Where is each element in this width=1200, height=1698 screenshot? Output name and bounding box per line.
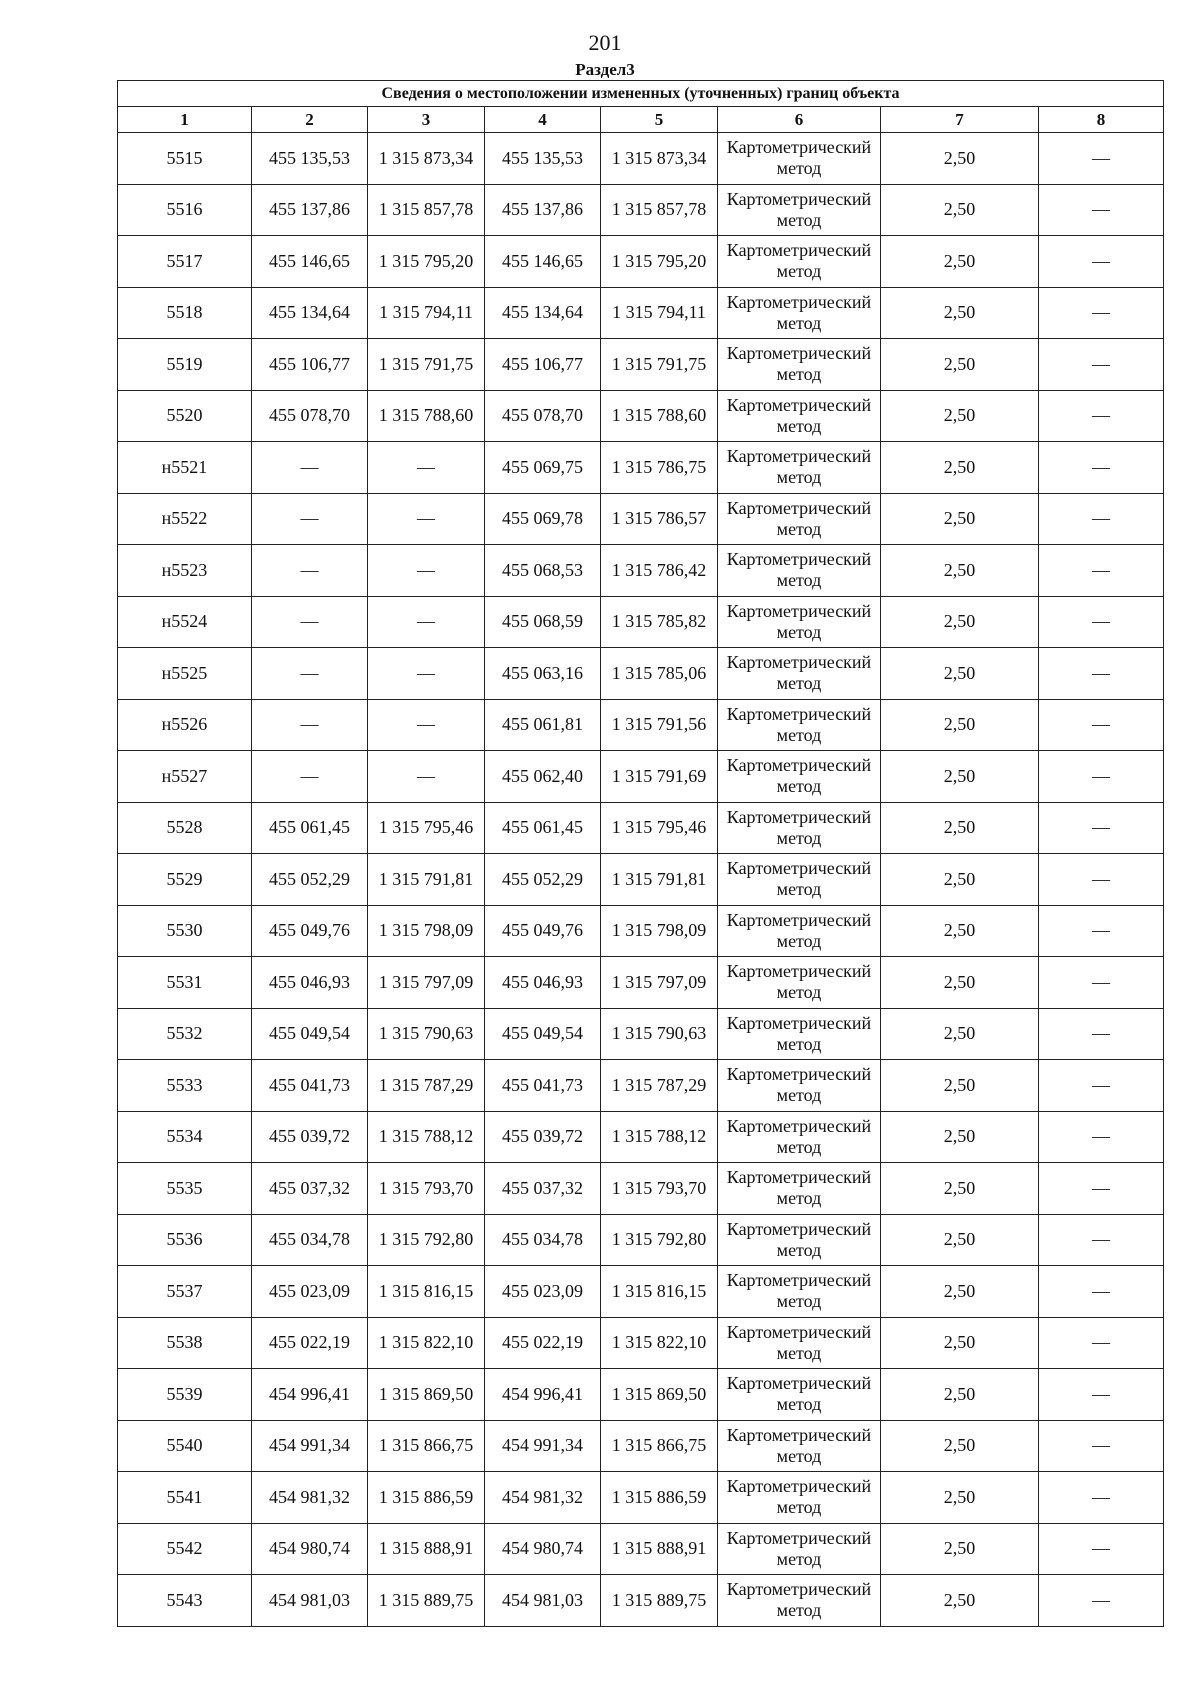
method-cell: Картометрический метод bbox=[718, 236, 881, 288]
description-cell: — bbox=[1039, 648, 1164, 700]
point-number-cell: 5515 bbox=[118, 133, 252, 185]
method-cell: Картометрический метод bbox=[718, 854, 881, 906]
description-cell: — bbox=[1039, 236, 1164, 288]
method-cell: Картометрический метод bbox=[718, 1060, 881, 1112]
method-cell: Картометрический метод bbox=[718, 699, 881, 751]
column-number: 4 bbox=[485, 107, 601, 133]
point-number-cell: 5532 bbox=[118, 1008, 252, 1060]
table-row bbox=[118, 905, 1164, 957]
table-caption: Сведения о местоположении измененных (уточненных) границ объекта bbox=[118, 81, 1164, 107]
refined-x-cell: 455 069,75 bbox=[485, 442, 601, 494]
accuracy-cell: 2,50 bbox=[881, 854, 1039, 906]
description-cell: — bbox=[1039, 1266, 1164, 1318]
description-cell: — bbox=[1039, 390, 1164, 442]
refined-x-cell: 455 146,65 bbox=[485, 236, 601, 288]
point-number-cell: 5516 bbox=[118, 184, 252, 236]
refined-x-cell: 455 061,45 bbox=[485, 802, 601, 854]
existing-x-cell: 454 981,32 bbox=[252, 1472, 368, 1524]
existing-y-cell: 1 315 797,09 bbox=[368, 957, 485, 1009]
method-cell: Картометрический метод bbox=[718, 287, 881, 339]
method-cell: Картометрический метод bbox=[718, 751, 881, 803]
refined-x-cell: 455 078,70 bbox=[485, 390, 601, 442]
table-row bbox=[118, 854, 1164, 906]
existing-y-cell: 1 315 791,75 bbox=[368, 339, 485, 391]
method-cell: Картометрический метод bbox=[718, 1008, 881, 1060]
accuracy-cell: 2,50 bbox=[881, 1111, 1039, 1163]
accuracy-cell: 2,50 bbox=[881, 751, 1039, 803]
point-number-cell: 5538 bbox=[118, 1317, 252, 1369]
existing-y-cell: — bbox=[368, 648, 485, 700]
existing-y-cell: 1 315 788,12 bbox=[368, 1111, 485, 1163]
refined-x-cell: 455 046,93 bbox=[485, 957, 601, 1009]
refined-y-cell: 1 315 785,06 bbox=[601, 648, 718, 700]
refined-y-cell: 1 315 866,75 bbox=[601, 1420, 718, 1472]
column-number: 1 bbox=[118, 107, 252, 133]
point-number-cell: 5530 bbox=[118, 905, 252, 957]
refined-y-cell: 1 315 786,57 bbox=[601, 493, 718, 545]
existing-y-cell: 1 315 822,10 bbox=[368, 1317, 485, 1369]
method-cell: Картометрический метод bbox=[718, 493, 881, 545]
description-cell: — bbox=[1039, 1369, 1164, 1421]
point-number-cell: н5525 bbox=[118, 648, 252, 700]
accuracy-cell: 2,50 bbox=[881, 1523, 1039, 1575]
existing-x-cell: 455 046,93 bbox=[252, 957, 368, 1009]
description-cell: — bbox=[1039, 854, 1164, 906]
method-cell: Картометрический метод bbox=[718, 1420, 881, 1472]
method-cell: Картометрический метод bbox=[718, 184, 881, 236]
existing-x-cell: 455 049,76 bbox=[252, 905, 368, 957]
description-cell: — bbox=[1039, 596, 1164, 648]
refined-y-cell: 1 315 792,80 bbox=[601, 1214, 718, 1266]
section-title: Раздел3 bbox=[575, 60, 635, 79]
point-number-cell: 5528 bbox=[118, 802, 252, 854]
point-number-cell: 5540 bbox=[118, 1420, 252, 1472]
existing-y-cell: 1 315 790,63 bbox=[368, 1008, 485, 1060]
refined-x-cell: 455 063,16 bbox=[485, 648, 601, 700]
description-cell: — bbox=[1039, 1472, 1164, 1524]
method-cell: Картометрический метод bbox=[718, 1111, 881, 1163]
refined-x-cell: 454 996,41 bbox=[485, 1369, 601, 1421]
accuracy-cell: 2,50 bbox=[881, 236, 1039, 288]
existing-y-cell: — bbox=[368, 545, 485, 597]
existing-x-cell: — bbox=[252, 596, 368, 648]
description-cell: — bbox=[1039, 957, 1164, 1009]
existing-y-cell: 1 315 792,80 bbox=[368, 1214, 485, 1266]
table-row bbox=[118, 699, 1164, 751]
accuracy-cell: 2,50 bbox=[881, 699, 1039, 751]
table-row bbox=[118, 545, 1164, 597]
refined-y-cell: 1 315 791,81 bbox=[601, 854, 718, 906]
description-cell: — bbox=[1039, 545, 1164, 597]
table-row bbox=[118, 802, 1164, 854]
existing-x-cell: 455 052,29 bbox=[252, 854, 368, 906]
refined-x-cell: 455 068,59 bbox=[485, 596, 601, 648]
description-cell: — bbox=[1039, 184, 1164, 236]
existing-x-cell: 455 022,19 bbox=[252, 1317, 368, 1369]
existing-y-cell: — bbox=[368, 442, 485, 494]
accuracy-cell: 2,50 bbox=[881, 287, 1039, 339]
refined-y-cell: 1 315 795,20 bbox=[601, 236, 718, 288]
table-row bbox=[118, 184, 1164, 236]
description-cell: — bbox=[1039, 1214, 1164, 1266]
point-number-cell: н5523 bbox=[118, 545, 252, 597]
refined-x-cell: 455 052,29 bbox=[485, 854, 601, 906]
accuracy-cell: 2,50 bbox=[881, 905, 1039, 957]
refined-x-cell: 454 981,32 bbox=[485, 1472, 601, 1524]
table-row bbox=[118, 1369, 1164, 1421]
description-cell: — bbox=[1039, 1523, 1164, 1575]
point-number-cell: н5522 bbox=[118, 493, 252, 545]
refined-x-cell: 455 137,86 bbox=[485, 184, 601, 236]
description-cell: — bbox=[1039, 1163, 1164, 1215]
refined-x-cell: 455 049,54 bbox=[485, 1008, 601, 1060]
refined-y-cell: 1 315 888,91 bbox=[601, 1523, 718, 1575]
accuracy-cell: 2,50 bbox=[881, 1060, 1039, 1112]
existing-y-cell: 1 315 794,11 bbox=[368, 287, 485, 339]
existing-x-cell: 455 061,45 bbox=[252, 802, 368, 854]
existing-x-cell: — bbox=[252, 648, 368, 700]
refined-x-cell: 454 981,03 bbox=[485, 1575, 601, 1627]
refined-y-cell: 1 315 786,75 bbox=[601, 442, 718, 494]
existing-y-cell: 1 315 798,09 bbox=[368, 905, 485, 957]
existing-x-cell: 454 980,74 bbox=[252, 1523, 368, 1575]
existing-y-cell: 1 315 816,15 bbox=[368, 1266, 485, 1318]
table-row bbox=[118, 1163, 1164, 1215]
table-row bbox=[118, 1266, 1164, 1318]
point-number-cell: 5533 bbox=[118, 1060, 252, 1112]
accuracy-cell: 2,50 bbox=[881, 184, 1039, 236]
column-number: 7 bbox=[881, 107, 1039, 133]
point-number-cell: 5543 bbox=[118, 1575, 252, 1627]
accuracy-cell: 2,50 bbox=[881, 545, 1039, 597]
existing-x-cell: 455 137,86 bbox=[252, 184, 368, 236]
existing-y-cell: 1 315 869,50 bbox=[368, 1369, 485, 1421]
existing-x-cell: 454 991,34 bbox=[252, 1420, 368, 1472]
column-number: 3 bbox=[368, 107, 485, 133]
method-cell: Картометрический метод bbox=[718, 648, 881, 700]
refined-y-cell: 1 315 873,34 bbox=[601, 133, 718, 185]
existing-y-cell: 1 315 788,60 bbox=[368, 390, 485, 442]
existing-y-cell: 1 315 793,70 bbox=[368, 1163, 485, 1215]
existing-y-cell: 1 315 791,81 bbox=[368, 854, 485, 906]
existing-y-cell: — bbox=[368, 751, 485, 803]
description-cell: — bbox=[1039, 751, 1164, 803]
method-cell: Картометрический метод bbox=[718, 1317, 881, 1369]
existing-x-cell: 455 034,78 bbox=[252, 1214, 368, 1266]
method-cell: Картометрический метод bbox=[718, 339, 881, 391]
method-cell: Картометрический метод bbox=[718, 1163, 881, 1215]
method-cell: Картометрический метод bbox=[718, 1523, 881, 1575]
accuracy-cell: 2,50 bbox=[881, 648, 1039, 700]
method-cell: Картометрический метод bbox=[718, 1472, 881, 1524]
accuracy-cell: 2,50 bbox=[881, 1266, 1039, 1318]
existing-x-cell: 455 041,73 bbox=[252, 1060, 368, 1112]
refined-y-cell: 1 315 857,78 bbox=[601, 184, 718, 236]
existing-x-cell: 455 039,72 bbox=[252, 1111, 368, 1163]
point-number-cell: 5518 bbox=[118, 287, 252, 339]
accuracy-cell: 2,50 bbox=[881, 596, 1039, 648]
refined-x-cell: 455 037,32 bbox=[485, 1163, 601, 1215]
accuracy-cell: 2,50 bbox=[881, 493, 1039, 545]
description-cell: — bbox=[1039, 1111, 1164, 1163]
existing-x-cell: — bbox=[252, 545, 368, 597]
refined-y-cell: 1 315 793,70 bbox=[601, 1163, 718, 1215]
refined-x-cell: 455 022,19 bbox=[485, 1317, 601, 1369]
existing-y-cell: — bbox=[368, 493, 485, 545]
existing-x-cell: — bbox=[252, 751, 368, 803]
refined-x-cell: 455 039,72 bbox=[485, 1111, 601, 1163]
description-cell: — bbox=[1039, 699, 1164, 751]
refined-y-cell: 1 315 889,75 bbox=[601, 1575, 718, 1627]
existing-y-cell: 1 315 787,29 bbox=[368, 1060, 485, 1112]
description-cell: — bbox=[1039, 493, 1164, 545]
point-number-cell: н5526 bbox=[118, 699, 252, 751]
accuracy-cell: 2,50 bbox=[881, 133, 1039, 185]
existing-x-cell: 454 981,03 bbox=[252, 1575, 368, 1627]
point-number-cell: 5520 bbox=[118, 390, 252, 442]
method-cell: Картометрический метод bbox=[718, 802, 881, 854]
table-row bbox=[118, 1214, 1164, 1266]
accuracy-cell: 2,50 bbox=[881, 1214, 1039, 1266]
table-row bbox=[118, 390, 1164, 442]
description-cell: — bbox=[1039, 1060, 1164, 1112]
description-cell: — bbox=[1039, 442, 1164, 494]
accuracy-cell: 2,50 bbox=[881, 957, 1039, 1009]
accuracy-cell: 2,50 bbox=[881, 802, 1039, 854]
column-number: 5 bbox=[601, 107, 718, 133]
refined-x-cell: 455 041,73 bbox=[485, 1060, 601, 1112]
refined-x-cell: 455 062,40 bbox=[485, 751, 601, 803]
point-number-cell: 5539 bbox=[118, 1369, 252, 1421]
table-row bbox=[118, 596, 1164, 648]
method-cell: Картометрический метод bbox=[718, 133, 881, 185]
refined-y-cell: 1 315 786,42 bbox=[601, 545, 718, 597]
table-row bbox=[118, 442, 1164, 494]
refined-x-cell: 455 061,81 bbox=[485, 699, 601, 751]
point-number-cell: н5524 bbox=[118, 596, 252, 648]
refined-x-cell: 454 991,34 bbox=[485, 1420, 601, 1472]
existing-x-cell: 455 146,65 bbox=[252, 236, 368, 288]
method-cell: Картометрический метод bbox=[718, 545, 881, 597]
refined-x-cell: 455 034,78 bbox=[485, 1214, 601, 1266]
description-cell: — bbox=[1039, 905, 1164, 957]
refined-y-cell: 1 315 798,09 bbox=[601, 905, 718, 957]
accuracy-cell: 2,50 bbox=[881, 1163, 1039, 1215]
table-row bbox=[118, 339, 1164, 391]
description-cell: — bbox=[1039, 1420, 1164, 1472]
description-cell: — bbox=[1039, 287, 1164, 339]
description-cell: — bbox=[1039, 1317, 1164, 1369]
existing-y-cell: 1 315 795,20 bbox=[368, 236, 485, 288]
existing-x-cell: — bbox=[252, 699, 368, 751]
method-cell: Картометрический метод bbox=[718, 957, 881, 1009]
existing-y-cell: — bbox=[368, 596, 485, 648]
accuracy-cell: 2,50 bbox=[881, 1575, 1039, 1627]
refined-y-cell: 1 315 785,82 bbox=[601, 596, 718, 648]
table-row bbox=[118, 133, 1164, 185]
refined-y-cell: 1 315 791,75 bbox=[601, 339, 718, 391]
description-cell: — bbox=[1039, 339, 1164, 391]
refined-x-cell: 455 049,76 bbox=[485, 905, 601, 957]
point-number-cell: 5542 bbox=[118, 1523, 252, 1575]
refined-y-cell: 1 315 790,63 bbox=[601, 1008, 718, 1060]
existing-y-cell: 1 315 866,75 bbox=[368, 1420, 485, 1472]
table-row bbox=[118, 648, 1164, 700]
refined-y-cell: 1 315 788,60 bbox=[601, 390, 718, 442]
accuracy-cell: 2,50 bbox=[881, 1317, 1039, 1369]
point-number-cell: 5536 bbox=[118, 1214, 252, 1266]
existing-x-cell: 455 023,09 bbox=[252, 1266, 368, 1318]
table-row bbox=[118, 1008, 1164, 1060]
method-cell: Картометрический метод bbox=[718, 596, 881, 648]
table-row bbox=[118, 957, 1164, 1009]
refined-y-cell: 1 315 816,15 bbox=[601, 1266, 718, 1318]
method-cell: Картометрический метод bbox=[718, 1214, 881, 1266]
accuracy-cell: 2,50 bbox=[881, 339, 1039, 391]
point-number-cell: н5521 bbox=[118, 442, 252, 494]
point-number-cell: 5534 bbox=[118, 1111, 252, 1163]
method-cell: Картометрический метод bbox=[718, 390, 881, 442]
refined-y-cell: 1 315 886,59 bbox=[601, 1472, 718, 1524]
existing-x-cell: 454 996,41 bbox=[252, 1369, 368, 1421]
point-number-cell: 5529 bbox=[118, 854, 252, 906]
refined-x-cell: 455 134,64 bbox=[485, 287, 601, 339]
column-number: 2 bbox=[252, 107, 368, 133]
table-row bbox=[118, 236, 1164, 288]
refined-x-cell: 455 023,09 bbox=[485, 1266, 601, 1318]
refined-y-cell: 1 315 797,09 bbox=[601, 957, 718, 1009]
method-cell: Картометрический метод bbox=[718, 1369, 881, 1421]
column-number: 6 bbox=[718, 107, 881, 133]
column-number: 8 bbox=[1039, 107, 1164, 133]
boundary-coordinates-table bbox=[117, 80, 1164, 1627]
refined-y-cell: 1 315 822,10 bbox=[601, 1317, 718, 1369]
existing-y-cell: 1 315 888,91 bbox=[368, 1523, 485, 1575]
method-cell: Картометрический метод bbox=[718, 442, 881, 494]
point-number-cell: 5519 bbox=[118, 339, 252, 391]
refined-x-cell: 455 068,53 bbox=[485, 545, 601, 597]
existing-x-cell: 455 106,77 bbox=[252, 339, 368, 391]
refined-x-cell: 455 135,53 bbox=[485, 133, 601, 185]
refined-y-cell: 1 315 787,29 bbox=[601, 1060, 718, 1112]
existing-x-cell: — bbox=[252, 442, 368, 494]
existing-y-cell: 1 315 886,59 bbox=[368, 1472, 485, 1524]
accuracy-cell: 2,50 bbox=[881, 442, 1039, 494]
refined-y-cell: 1 315 791,69 bbox=[601, 751, 718, 803]
description-cell: — bbox=[1039, 1575, 1164, 1627]
existing-y-cell: 1 315 873,34 bbox=[368, 133, 485, 185]
existing-y-cell: 1 315 795,46 bbox=[368, 802, 485, 854]
refined-x-cell: 455 106,77 bbox=[485, 339, 601, 391]
method-cell: Картометрический метод bbox=[718, 1575, 881, 1627]
existing-y-cell: 1 315 857,78 bbox=[368, 184, 485, 236]
point-number-cell: н5527 bbox=[118, 751, 252, 803]
existing-x-cell: 455 049,54 bbox=[252, 1008, 368, 1060]
table-row bbox=[118, 751, 1164, 803]
existing-x-cell: 455 037,32 bbox=[252, 1163, 368, 1215]
refined-x-cell: 454 980,74 bbox=[485, 1523, 601, 1575]
table-row bbox=[118, 1472, 1164, 1524]
accuracy-cell: 2,50 bbox=[881, 390, 1039, 442]
point-number-cell: 5535 bbox=[118, 1163, 252, 1215]
existing-x-cell: 455 135,53 bbox=[252, 133, 368, 185]
existing-x-cell: — bbox=[252, 493, 368, 545]
table-row bbox=[118, 1575, 1164, 1627]
refined-y-cell: 1 315 795,46 bbox=[601, 802, 718, 854]
existing-x-cell: 455 134,64 bbox=[252, 287, 368, 339]
method-cell: Картометрический метод bbox=[718, 905, 881, 957]
table-row bbox=[118, 287, 1164, 339]
existing-y-cell: — bbox=[368, 699, 485, 751]
refined-y-cell: 1 315 869,50 bbox=[601, 1369, 718, 1421]
accuracy-cell: 2,50 bbox=[881, 1472, 1039, 1524]
existing-x-cell: 455 078,70 bbox=[252, 390, 368, 442]
point-number-cell: 5537 bbox=[118, 1266, 252, 1318]
refined-y-cell: 1 315 794,11 bbox=[601, 287, 718, 339]
description-cell: — bbox=[1039, 802, 1164, 854]
accuracy-cell: 2,50 bbox=[881, 1008, 1039, 1060]
table-row bbox=[118, 1317, 1164, 1369]
point-number-cell: 5541 bbox=[118, 1472, 252, 1524]
table-row bbox=[118, 1060, 1164, 1112]
table-body bbox=[118, 133, 1164, 1627]
table-row bbox=[118, 493, 1164, 545]
refined-y-cell: 1 315 788,12 bbox=[601, 1111, 718, 1163]
method-cell: Картометрический метод bbox=[718, 1266, 881, 1318]
table-row bbox=[118, 1420, 1164, 1472]
description-cell: — bbox=[1039, 133, 1164, 185]
point-number-cell: 5517 bbox=[118, 236, 252, 288]
point-number-cell: 5531 bbox=[118, 957, 252, 1009]
table-row bbox=[118, 1111, 1164, 1163]
page-number: 201 bbox=[588, 30, 622, 55]
description-cell: — bbox=[1039, 1008, 1164, 1060]
table-row bbox=[118, 1523, 1164, 1575]
refined-y-cell: 1 315 791,56 bbox=[601, 699, 718, 751]
accuracy-cell: 2,50 bbox=[881, 1420, 1039, 1472]
accuracy-cell: 2,50 bbox=[881, 1369, 1039, 1421]
existing-y-cell: 1 315 889,75 bbox=[368, 1575, 485, 1627]
refined-x-cell: 455 069,78 bbox=[485, 493, 601, 545]
